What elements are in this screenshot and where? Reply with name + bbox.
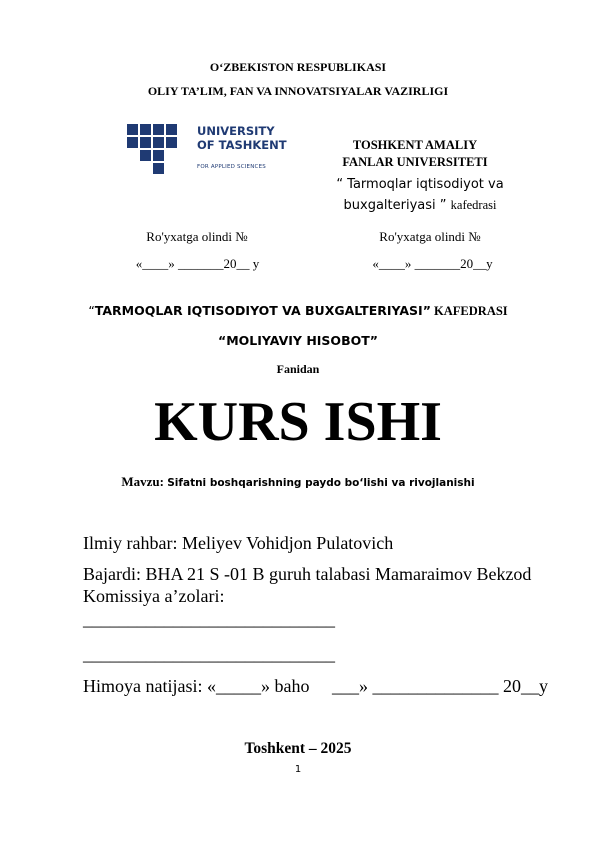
ministry-header-line2: OLIY TA’LIM, FAN VA INNOVATSIYALAR VAZIRLIGI bbox=[147, 84, 449, 98]
topic-line bbox=[0, 474, 596, 490]
logo-square bbox=[140, 137, 151, 148]
university-name-line2: FANLAR UNIVERSITETI bbox=[342, 155, 488, 169]
department-name-text: buxgalteriyasi ” bbox=[343, 198, 447, 213]
university-logo bbox=[127, 124, 297, 184]
logo-square bbox=[166, 124, 177, 135]
logo-square bbox=[153, 163, 164, 174]
topic-value: Sifatni boshqarishning paydo bo‘lishi va rivojlanishi bbox=[167, 477, 475, 489]
logo-square bbox=[127, 137, 138, 148]
department-name-line1: “ Tarmoqlar iqtisodiyot va bbox=[336, 177, 504, 192]
logo-square bbox=[140, 124, 151, 135]
department-open-quote: “ bbox=[88, 303, 95, 318]
logo-text-university: UNIVERSITY bbox=[197, 124, 275, 138]
department-title-name: TARMOQLAR IQTISODIYOT VA BUXGALTERIYASI” bbox=[94, 303, 431, 318]
ministry-header-line1: O‘ZBEKISTON RESPUBLIKASI bbox=[209, 60, 387, 74]
commission-blank-line: ____________________________ bbox=[83, 609, 335, 629]
logo-square bbox=[166, 137, 177, 148]
main-title: KURS ISHI bbox=[154, 391, 442, 453]
department-title-suffix: KAFEDRASI bbox=[434, 304, 508, 318]
department-name-line2 bbox=[320, 198, 520, 213]
department-title bbox=[0, 303, 596, 319]
logo-text-applied-sciences: FOR APPLIED SCIENCES bbox=[197, 164, 266, 170]
commission-label: Komissiya a’zolari: bbox=[83, 586, 225, 606]
topic-label: Mavzu: bbox=[121, 474, 164, 489]
university-name-line1: TOSHKENT AMALIY bbox=[352, 138, 478, 152]
logo-square bbox=[153, 124, 164, 135]
registration-date-right: «____» _______20__y bbox=[372, 256, 493, 271]
performer-line: Bajardi: BHA 21 S -01 B guruh talabasi Mamaraimov Bekzod bbox=[83, 564, 532, 584]
registration-label-right: Ro'yxatga olindi № bbox=[379, 229, 481, 244]
registration-label-left: Ro'yxatga olindi № bbox=[146, 229, 248, 244]
fanidan-label: Fanidan bbox=[276, 362, 320, 376]
registration-date-left: «____» _______20__ y bbox=[135, 256, 260, 271]
city-year: Toshkent – 2025 bbox=[244, 740, 352, 757]
logo-square bbox=[153, 137, 164, 148]
department-suffix: kafedrasi bbox=[450, 198, 497, 212]
logo-square bbox=[127, 124, 138, 135]
logo-square bbox=[153, 150, 164, 161]
supervisor-line: Ilmiy rahbar: Meliyev Vohidjon Pulatovich bbox=[83, 533, 394, 553]
logo-text-of-tashkent: OF TASHKENT bbox=[197, 138, 287, 152]
defense-result-line: Himoya natijasi: «_____» baho ___» ______________ 20__y bbox=[83, 676, 548, 696]
page-number: 1 bbox=[294, 764, 302, 775]
logo-square bbox=[140, 150, 151, 161]
commission-blank-line: ____________________________ bbox=[83, 644, 335, 664]
subject-title: “MOLIYAVIY HISOBOT” bbox=[218, 333, 378, 348]
